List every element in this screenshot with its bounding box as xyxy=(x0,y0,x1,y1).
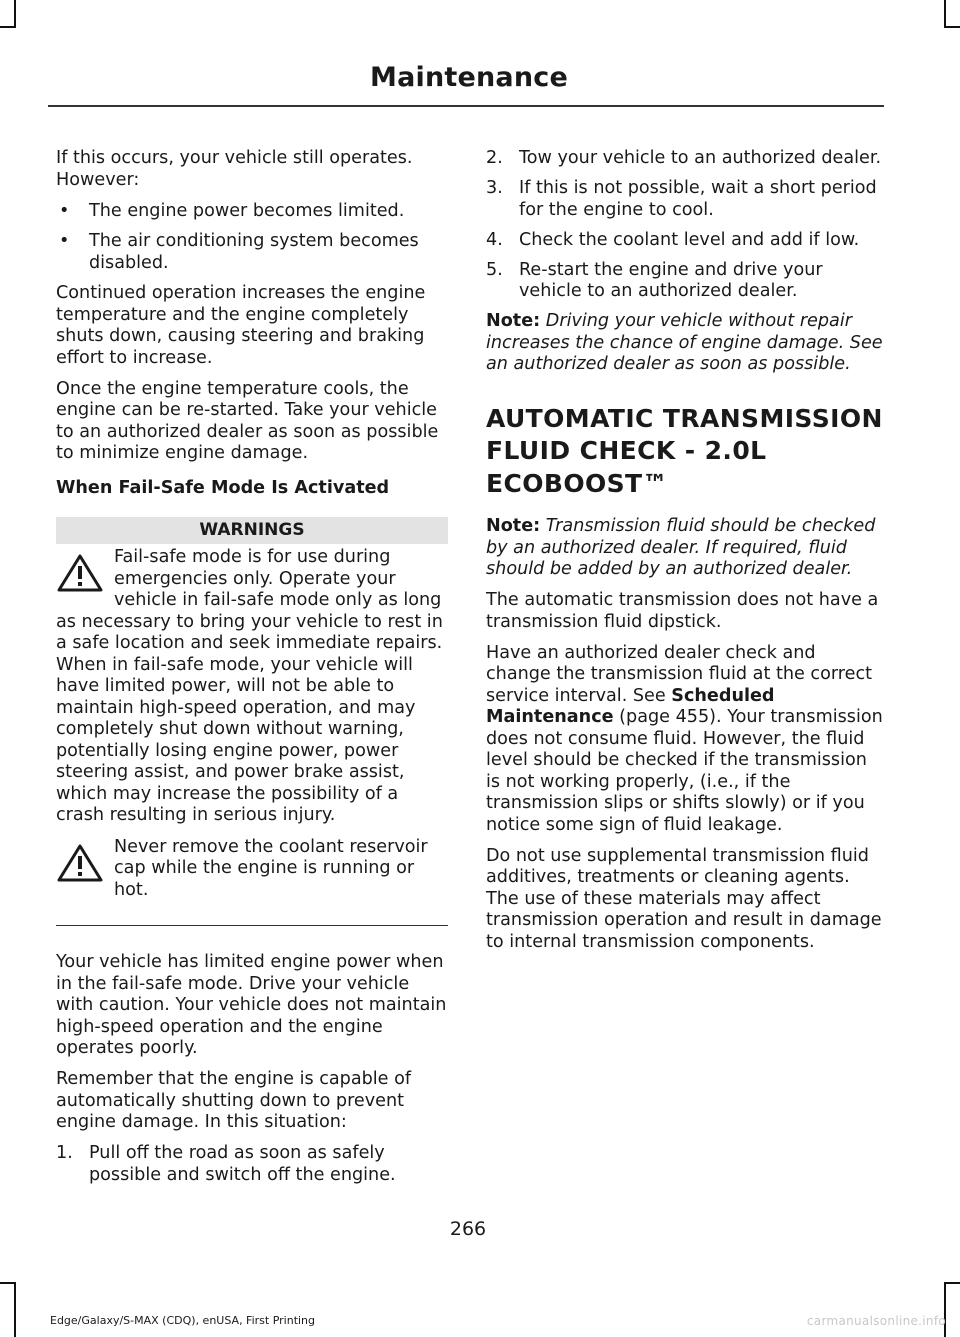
paragraph-text: Have an authorized dealer check and change the transmission fluid at the correct service interval. See xyxy=(486,642,873,706)
step-number: 5. xyxy=(486,259,503,280)
paragraph: Your vehicle has limited engine power when in the fail-safe mode. Drive your vehicle with caution. Your vehicle does not maintain high-speed operation and the engine operates poorly. xyxy=(56,952,447,1058)
crop-mark xyxy=(944,1282,946,1337)
step-text: Re-start the engine and drive your vehicle to an authorized dealer. xyxy=(519,259,823,301)
crop-mark xyxy=(14,1282,16,1337)
crop-mark xyxy=(944,0,946,26)
left-column xyxy=(56,148,448,1195)
crop-mark xyxy=(0,1282,16,1284)
warning-item xyxy=(56,547,448,827)
step-number: 1. xyxy=(56,1143,73,1163)
bullet-marker: • xyxy=(59,200,70,221)
bullet-text: The air conditioning system becomes disabled. xyxy=(89,231,419,273)
step-text: Pull off the road as soon as safely possible and switch off the engine. xyxy=(89,1143,396,1185)
paragraph: Remember that the engine is capable of automatically shutting down to prevent engine damage. In this situation: xyxy=(56,1069,412,1132)
step-number: 3. xyxy=(486,178,503,198)
section-subheading: When Fail-Safe Mode Is Activated xyxy=(56,477,390,498)
crop-mark xyxy=(14,0,16,26)
note-text: Transmission fluid should be checked by an authorized dealer. If required, fluid should be added by an authorized dealer. xyxy=(486,516,876,579)
divider xyxy=(56,925,448,926)
step-text: Check the coolant level and add if low. xyxy=(519,229,860,250)
paragraph: Do not use supplemental transmission fluid additives, treatments or cleaning agents. The use of these materials may affect transmission operation and result in damage to internal transmission components. xyxy=(486,845,882,952)
intro-paragraph: If this occurs, your vehicle still operates. However: xyxy=(56,148,413,190)
paragraph-text: (page 455). Your transmission does not consume fluid. However, the fluid level should be checked if the transmission is not working properly, (i.e., if the transmission slips or shifts slowly) or if you notice some sign of fluid leakage. xyxy=(486,707,883,835)
step-text: If this is not possible, wait a short period for the engine to cool. xyxy=(519,178,877,220)
note-paragraph xyxy=(486,311,884,376)
list-item xyxy=(56,201,448,223)
header-rule xyxy=(48,105,884,107)
crop-mark xyxy=(944,26,960,28)
step-number: 2. xyxy=(486,148,503,168)
warning-item xyxy=(56,837,448,902)
paragraph: Once the engine temperature cools, the engine can be re-started. Take your vehicle to an authorized dealer as soon as possible to minimize engine damage. xyxy=(56,378,439,463)
paragraph: Continued operation increases the engine temperature and the engine completely shuts down, causing steering and braking effort to increase. xyxy=(56,283,426,368)
right-column xyxy=(486,148,884,963)
note-paragraph xyxy=(486,516,884,581)
page-number: 266 xyxy=(449,1218,487,1240)
edition-footer: Edge/Galaxy/S-MAX (CDQ), enUSA, First Printing xyxy=(50,1314,316,1327)
step-text: Tow your vehicle to an authorized dealer. xyxy=(519,148,882,168)
list-item xyxy=(486,260,884,303)
list-item xyxy=(486,148,884,170)
warning-text: Fail-safe mode is for use during emergencies only. Operate your vehicle in fail-safe mode only as long as necessary to bring your vehicle to rest in a safe location and seek immediate repairs. When in fail-safe mode, your vehicle will have limited power, will not be able to maintain high-speed operation, and may completely shut down without warning, potentially losing engine power, power steering assist, and power brake assist, which may increase the possibility of a crash resulting in serious injury. xyxy=(56,547,443,825)
crop-mark xyxy=(0,26,16,28)
page-title: Maintenance xyxy=(370,62,568,93)
list-item xyxy=(486,230,884,252)
cross-reference-link[interactable]: Scheduled Maintenance xyxy=(486,685,775,727)
watermark: carmanualsonline.info xyxy=(806,1314,946,1328)
bullet-marker: • xyxy=(59,231,70,251)
paragraph xyxy=(486,643,884,837)
list-item xyxy=(486,178,884,221)
crop-mark xyxy=(944,1282,960,1284)
section-heading xyxy=(486,403,884,501)
section-heading-line: FLUID CHECK - 2.0L xyxy=(486,436,767,465)
note-text: Driving your vehicle without repair increases the chance of engine damage. See an authorized dealer as soon as possible. xyxy=(486,311,883,374)
step-number: 4. xyxy=(486,229,503,250)
section-heading-line: AUTOMATIC TRANSMISSION xyxy=(486,403,883,433)
paragraph: The automatic transmission does not have a transmission fluid dipstick. xyxy=(486,590,879,632)
note-label: Note: xyxy=(486,516,541,536)
note-label: Note: xyxy=(486,311,541,331)
list-item xyxy=(56,231,448,274)
list-item xyxy=(56,1143,448,1186)
warning-triangle-icon xyxy=(56,843,104,883)
warnings-banner: WARNINGS xyxy=(56,517,448,544)
warning-triangle-icon xyxy=(56,553,104,593)
warning-text: Never remove the coolant reservoir cap while the engine is running or hot. xyxy=(114,836,428,900)
bullet-text: The engine power becomes limited. xyxy=(89,200,405,221)
section-heading-line: ECOBOOST™ xyxy=(486,468,668,498)
